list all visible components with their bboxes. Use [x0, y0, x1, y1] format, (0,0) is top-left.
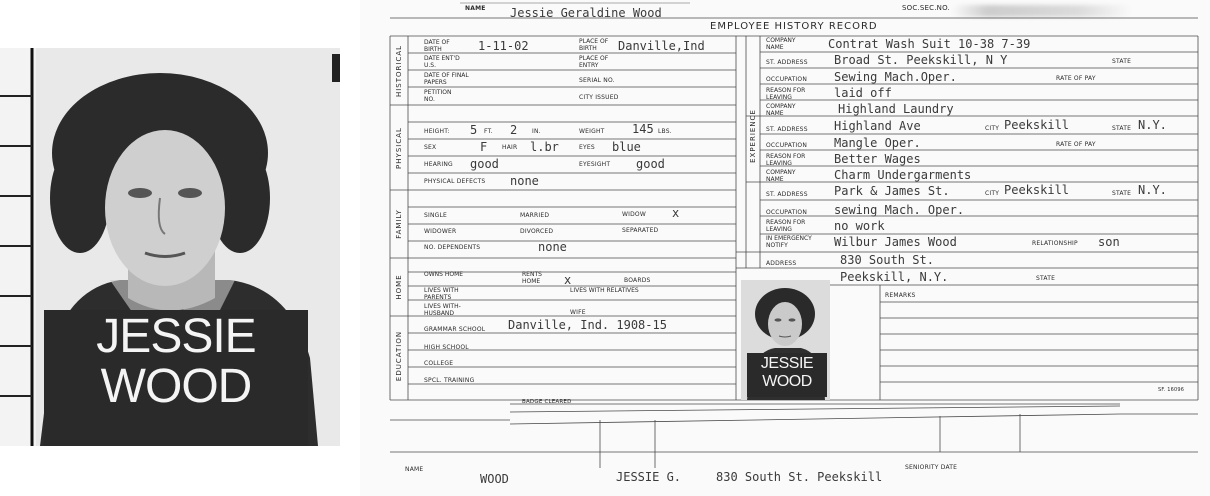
emergency-address-label: ADDRESS [766, 260, 797, 267]
serial-no-label: SERIAL NO. [579, 77, 615, 84]
eyesight-value: good [636, 157, 665, 171]
placard-line-2: WOOD [100, 360, 252, 413]
emergency-city: Peekskill, N.Y. [840, 270, 949, 284]
section-historical: HISTORICAL [395, 44, 403, 98]
single-label: SINGLE [424, 212, 448, 219]
job3-state: N.Y. [1138, 183, 1167, 197]
job3-occupation: sewing Mach. Oper. [834, 203, 965, 217]
job2-address-label: ST. ADDRESS [766, 126, 808, 133]
place-of-birth: Danville,Ind [618, 39, 705, 53]
card-placard-line-1: JESSIE [760, 355, 814, 372]
job1-company-label: COMPANY NAME [766, 37, 796, 51]
job3-occupation-label: OCCUPATION [766, 209, 808, 216]
owns-home-label: OWNS HOME [424, 271, 464, 278]
boards-label: BOARDS [624, 277, 651, 284]
hair-label: HAIR [502, 144, 518, 151]
wife-label: WIFE [570, 309, 586, 316]
rents-home-label: RENTS HOME [522, 271, 542, 285]
grammar-school-value: Danville, Ind. 1908-15 [508, 318, 667, 332]
job2-rate-label: RATE OF PAY [1056, 141, 1096, 148]
weight-label: WEIGHT [579, 128, 605, 135]
job1-occupation: Sewing Mach.Oper. [834, 70, 957, 84]
footer-name-label: NAME [405, 466, 424, 473]
petition-no-label: PETITION NO. [424, 89, 452, 103]
footer-address: 830 South St. Peekskill [716, 470, 883, 484]
dependents-label: NO. DEPENDENTS [424, 244, 481, 251]
hearing-value: good [470, 157, 499, 171]
widower-label: WIDOWER [424, 228, 457, 235]
high-school-label: HIGH SCHOOL [424, 344, 469, 351]
job3-address-label: ST. ADDRESS [766, 191, 808, 198]
record-title: EMPLOYEE HISTORY RECORD [710, 21, 878, 32]
job2-reason: Better Wages [834, 152, 921, 166]
physical-defects-value: none [510, 174, 539, 188]
height-feet: 5 [470, 123, 478, 137]
job2-company-label: COMPANY NAME [766, 103, 796, 117]
dependents-value: none [538, 240, 567, 254]
seniority-date-label: SENIORITY DATE [905, 464, 958, 471]
job3-reason-label: REASON FOR LEAVING [766, 219, 806, 233]
divorced-label: DIVORCED [520, 228, 554, 235]
lives-with-relatives-label: LIVES WITH RELATIVES [570, 287, 639, 294]
widow-label: WIDOW [622, 211, 646, 218]
section-family: FAMILY [395, 209, 403, 239]
section-physical: PHYSICAL [395, 127, 403, 169]
job3-city: Peekskill [1004, 183, 1070, 197]
inches-label: IN. [532, 128, 541, 135]
eyesight-label: EYESIGHT [579, 161, 611, 168]
remarks-label: REMARKS [885, 292, 916, 299]
date-entered-us-label: DATE ENT'D U.S. [424, 55, 460, 69]
weight-value: 145 [632, 122, 654, 136]
college-label: COLLEGE [424, 360, 454, 367]
job2-reason-label: REASON FOR LEAVING [766, 153, 806, 167]
place-of-birth-label: PLACE OF BIRTH [579, 38, 609, 52]
rents-home-mark: x [564, 273, 572, 287]
card-photo [741, 280, 830, 400]
emergency-notify-label: IN EMERGENCY NOTIFY [766, 235, 812, 249]
married-label: MARRIED [520, 212, 550, 219]
job2-city-label: CITY [985, 125, 1000, 132]
job2-occupation: Mangle Oper. [834, 136, 921, 150]
special-training-label: SPCL. TRAINING [424, 377, 475, 384]
lives-with-parents-label: LIVES WITH PARENTS [424, 287, 459, 301]
footer-last-name: WOOD [480, 472, 509, 486]
emergency-state-label: STATE [1036, 275, 1056, 282]
job1-address-label: ST. ADDRESS [766, 59, 808, 66]
soc-sec-label: SOC.SEC.NO. [902, 4, 950, 12]
date-of-birth-label: DATE OF BIRTH [424, 39, 450, 53]
job3-address: Park & James St. [834, 184, 950, 198]
lbs-label: LBS. [658, 128, 672, 135]
grammar-school-label: GRAMMAR SCHOOL [424, 326, 486, 333]
relationship-value: son [1098, 235, 1120, 249]
final-papers-label: DATE OF FINAL PAPERS [424, 72, 469, 86]
redacted-ssn [952, 5, 1132, 17]
date-of-birth: 1-11-02 [478, 39, 529, 53]
sex-value: F [480, 140, 488, 154]
card-photo-placard [747, 353, 827, 397]
job3-city-label: CITY [985, 190, 1000, 197]
job1-occupation-label: OCCUPATION [766, 76, 808, 83]
emergency-address: 830 South St. [840, 253, 934, 267]
separated-label: SEPARATED [622, 227, 659, 234]
name-placard [44, 310, 308, 446]
job3-company-label: COMPANY NAME [766, 169, 796, 183]
job3-reason: no work [834, 219, 885, 233]
employee-history-record-card [360, 0, 1210, 496]
eyes-value: blue [612, 140, 641, 154]
physical-defects-label: PHYSICAL DEFECTS [424, 178, 486, 185]
city-issued-label: CITY ISSUED [579, 94, 619, 101]
name-value: Jessie Geraldine Wood [510, 6, 662, 20]
placard-line-1: JESSIE [96, 310, 256, 363]
hearing-label: HEARING [424, 161, 453, 168]
form-number: SF. 16096 [1158, 387, 1185, 393]
sex-label: SEX [424, 144, 437, 151]
hair-value: l.br [530, 140, 559, 154]
height-label: HEIGHT: [424, 128, 450, 135]
widow-mark: x [672, 206, 680, 220]
job1-reason: laid off [834, 86, 892, 100]
job2-company: Highland Laundry [838, 102, 954, 116]
section-home: HOME [395, 274, 403, 300]
job3-state-label: STATE [1112, 190, 1132, 197]
job2-address: Highland Ave [834, 119, 921, 133]
job1-reason-label: REASON FOR LEAVING [766, 87, 806, 101]
job1-address: Broad St. Peekskill, N Y [834, 53, 1008, 67]
job1-company: Contrat Wash Suit 10-38 7-39 [828, 37, 1031, 51]
job2-occupation-label: OCCUPATION [766, 142, 808, 149]
feet-label: FT. [484, 128, 493, 135]
job1-rate-label: RATE OF PAY [1056, 75, 1096, 82]
card-placard-line-2: WOOD [762, 373, 812, 390]
name-label: NAME [465, 5, 486, 12]
job1-state-label: STATE [1112, 58, 1132, 65]
emergency-notify: Wilbur James Wood [834, 235, 957, 249]
relationship-label: RELATIONSHIP [1032, 240, 1078, 247]
job2-state-label: STATE [1112, 125, 1132, 132]
badge-cleared-label: BADGE CLEARED [522, 399, 572, 405]
place-of-entry-label: PLACE OF ENTRY [579, 55, 609, 69]
footer-first-name: JESSIE G. [616, 470, 682, 484]
job2-state: N.Y. [1138, 118, 1167, 132]
height-inches: 2 [510, 123, 518, 137]
section-education: EDUCATION [395, 330, 403, 382]
job3-company: Charm Undergarments [834, 168, 972, 182]
mugshot-photo [0, 48, 340, 446]
lives-with-husband-label: LIVES WITH-HUSBAND [424, 303, 461, 317]
section-experience: EXPERIENCE [749, 109, 757, 163]
job2-city: Peekskill [1004, 118, 1070, 132]
eyes-label: EYES [579, 144, 595, 151]
